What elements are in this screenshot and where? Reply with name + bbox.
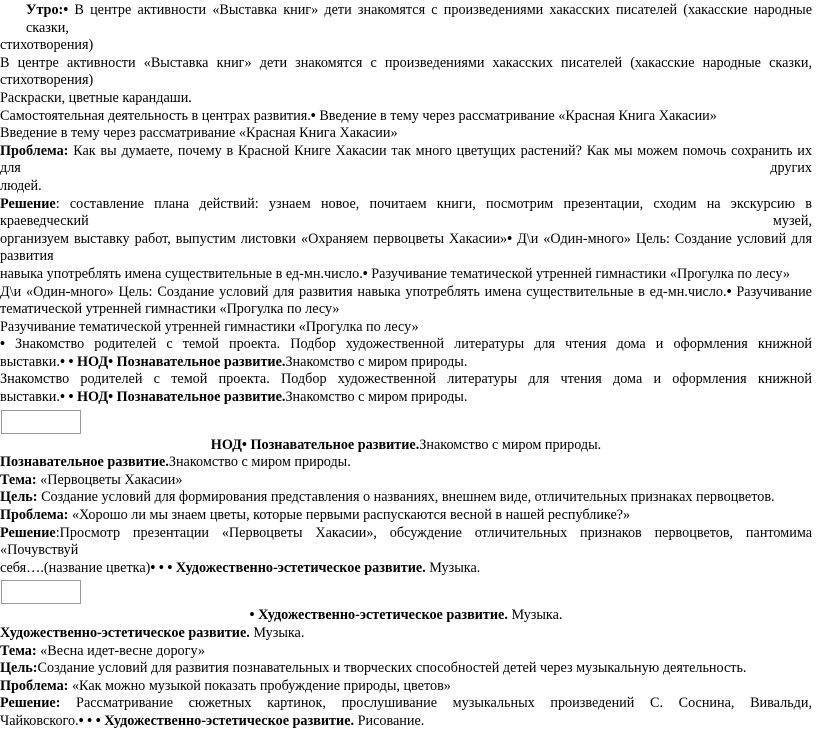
- art-label: Художественно-эстетическое развитие.: [175, 559, 426, 576]
- bullet-icon: •: [249, 607, 255, 624]
- solution-text-2: организуем выставку работ, выпустим листовки «Охраняем первоцветы Хакасии»: [0, 230, 508, 247]
- nature-text: Знакомство с миром природы.: [419, 436, 602, 453]
- parents-line-2: [0, 354, 812, 372]
- gym-text: Разучивание: [731, 283, 812, 300]
- parents-text: Знакомство родителей с темой проекта. Подбор художественной литературы для чтения дома и оформления книжной: [4, 336, 812, 353]
- parents-line-b: Знакомство родителей с темой проекта. Подбор художественной литературы для чтения дома и оформления книжной: [0, 371, 812, 388]
- gym-intro-text: Разучивание тематической утренней гимнастики «Прогулка по лесу»: [367, 265, 790, 282]
- game-line: [0, 284, 812, 302]
- topic-label: Тема:: [0, 471, 37, 488]
- problem-label: Проблема:: [0, 677, 69, 694]
- topic-label: Тема:: [0, 642, 37, 659]
- solution-label: Решение:: [0, 695, 61, 712]
- solution-text-3: навыка употреблять имена существительные в ед-мн.число.: [0, 265, 363, 282]
- problem-line-2: людей.: [0, 177, 42, 194]
- cognitive-label: Познавательное развитие.: [246, 436, 420, 453]
- nod-label: НОД: [210, 436, 242, 453]
- nod-heading: [0, 437, 812, 455]
- nature-text: Знакомство с миром природы.: [168, 454, 351, 471]
- solution-text: Рассматривание сюжетных картинок, прослушивание музыкальных произведений С. Соснина, Вивальди,: [60, 695, 812, 712]
- solution-line-3: [0, 266, 812, 284]
- goal-text: Создание условий для формирования представления о названиях, внешнем виде, отличительных признаках первоцветов.: [37, 489, 775, 506]
- problem-line-c: [0, 678, 812, 696]
- red-book-line: Введение в тему через рассматривание «Красная Книга Хакасии»: [0, 125, 398, 142]
- problem-text: «Как можно музыкой показать пробуждение природы, цветов»: [68, 677, 451, 694]
- art-label: Художественно-эстетическое развитие.: [0, 625, 250, 641]
- cognitive-line: [0, 454, 812, 472]
- art-label: Художественно-эстетическое развитие.: [254, 607, 508, 624]
- bullet-icon: •: [726, 283, 732, 300]
- morning-line: [0, 2, 812, 37]
- problem-line-b: [0, 507, 812, 525]
- exhibit-text: выставки.: [0, 353, 60, 370]
- bullet-icon: • •: [59, 389, 77, 406]
- bullet-icon: •: [362, 265, 368, 282]
- topic-line-b: [0, 643, 812, 661]
- bullet-icon: •: [310, 107, 316, 124]
- independent-activity-line: [0, 108, 812, 126]
- bullet-icon: • • •: [150, 559, 176, 576]
- morning-label: Утро:: [26, 2, 64, 18]
- solution-line-b-2: [0, 560, 812, 578]
- art-label: Художественно-эстетическое развитие.: [104, 712, 355, 729]
- document-body: [0, 2, 812, 731]
- solution-text: :Просмотр презентации «Первоцветы Хакасии», обсуждение отличительных признаков первоцветов, пантомима «Почувствуй: [0, 524, 812, 559]
- goal-line: [0, 489, 812, 507]
- music-text: Музыка.: [425, 559, 481, 576]
- solution-label: Решение: [0, 195, 56, 212]
- drawing-text: Рисование.: [354, 712, 425, 729]
- bullet-icon: •: [108, 353, 114, 370]
- solution-line-c: [0, 695, 812, 713]
- morning-text: В центре активности «Выставка книг» дети знакомятся с произведениями хакасских писателей (хакасские народные сказки,: [26, 2, 812, 36]
- game-text: Д\и «Один-много» Цель: Создание условий для развития навыка употреблять имена существительные в ед-мн.число.: [0, 283, 727, 300]
- exhibit-text: выставки.: [0, 389, 60, 406]
- goal-label: Цель:: [0, 489, 38, 506]
- problem-text: «Хорошо ли мы знаем цветы, которые первыми распускаются весной в нашей республике?»: [68, 507, 631, 524]
- nod-label: НОД: [76, 353, 109, 370]
- solution-text-2: себя….(название цветка): [0, 559, 151, 576]
- goal-label: Цель:: [0, 660, 38, 677]
- nod-label: НОД: [76, 389, 109, 406]
- topic-text: «Весна идет-весне дорогу»: [36, 642, 205, 659]
- goal-text: Создание условий для развития познавательных и творческих способностей детей через музыкальную деятельность.: [37, 660, 747, 677]
- bullet-icon: • • •: [78, 712, 105, 729]
- activity-center-line: В центре активности «Выставка книг» дети знакомятся с произведениями хакасских писателей (хакасские народные сказки, стихотворения): [0, 54, 812, 89]
- gym-line: Разучивание тематической утренней гимнастики «Прогулка по лесу»: [0, 318, 419, 335]
- goal-line-b: [0, 660, 812, 678]
- problem-text: Как вы думаете, почему в Красной Книге Хакасии так много цветущих растений? Как мы можем помочь сохранить их для других: [0, 142, 812, 177]
- bullet-icon: •: [63, 2, 69, 18]
- bullet-icon: •: [0, 336, 5, 353]
- solution-line-b: [0, 525, 812, 560]
- bullet-icon: •: [241, 436, 247, 453]
- game-intro-text: Д\и «Один-много» Цель: Создание условий для развития: [0, 230, 812, 265]
- topic-text: «Первоцветы Хакасии»: [36, 471, 183, 488]
- problem-line: [0, 143, 812, 178]
- game-line-2: тематической утренней гимнастики «Прогулка по лесу»: [0, 301, 340, 318]
- red-book-intro-text: Введение в тему через рассматривание «Красная Книга Хакасии»: [315, 107, 717, 124]
- nature-text: Знакомство с миром природы.: [285, 353, 468, 370]
- music-text: Музыка.: [249, 625, 305, 641]
- cognitive-label: Познавательное развитие.: [0, 454, 169, 471]
- solution-line: [0, 196, 812, 231]
- cognitive-label: Познавательное развитие.: [113, 353, 286, 370]
- parents-line-b-2: [0, 389, 812, 407]
- bullet-icon: • •: [59, 353, 77, 370]
- morning-line-2: стихотворения): [0, 37, 94, 54]
- nature-text: Знакомство с миром природы.: [285, 389, 468, 406]
- parents-line: [0, 336, 812, 354]
- problem-label: Проблема:: [0, 507, 69, 524]
- bullet-icon: •: [108, 389, 114, 406]
- music-text: Музыка.: [507, 607, 563, 624]
- problem-label: Проблема:: [0, 142, 69, 159]
- independent-activity-text: Самостоятельная деятельность в центрах развития.: [0, 107, 311, 124]
- art-line: [0, 625, 812, 643]
- topic-line: [0, 472, 812, 490]
- solution-line-c-2: [0, 713, 812, 731]
- solution-line-2: [0, 231, 812, 266]
- solution-text-2: Чайковского.: [0, 712, 79, 729]
- solution-text: : составление плана действий: узнаем новое, почитаем книги, посмотрим презентации, сходим на экскурсию в краеведческий музей,: [0, 195, 812, 230]
- cognitive-label: Познавательное развитие.: [113, 389, 286, 406]
- art-heading: [0, 607, 812, 625]
- bullet-icon: •: [507, 230, 513, 247]
- solution-label: Решение: [0, 524, 56, 541]
- empty-image-box: [1, 410, 81, 434]
- coloring-line: Раскраски, цветные карандаши.: [0, 89, 192, 106]
- empty-image-box-2: [1, 580, 81, 604]
